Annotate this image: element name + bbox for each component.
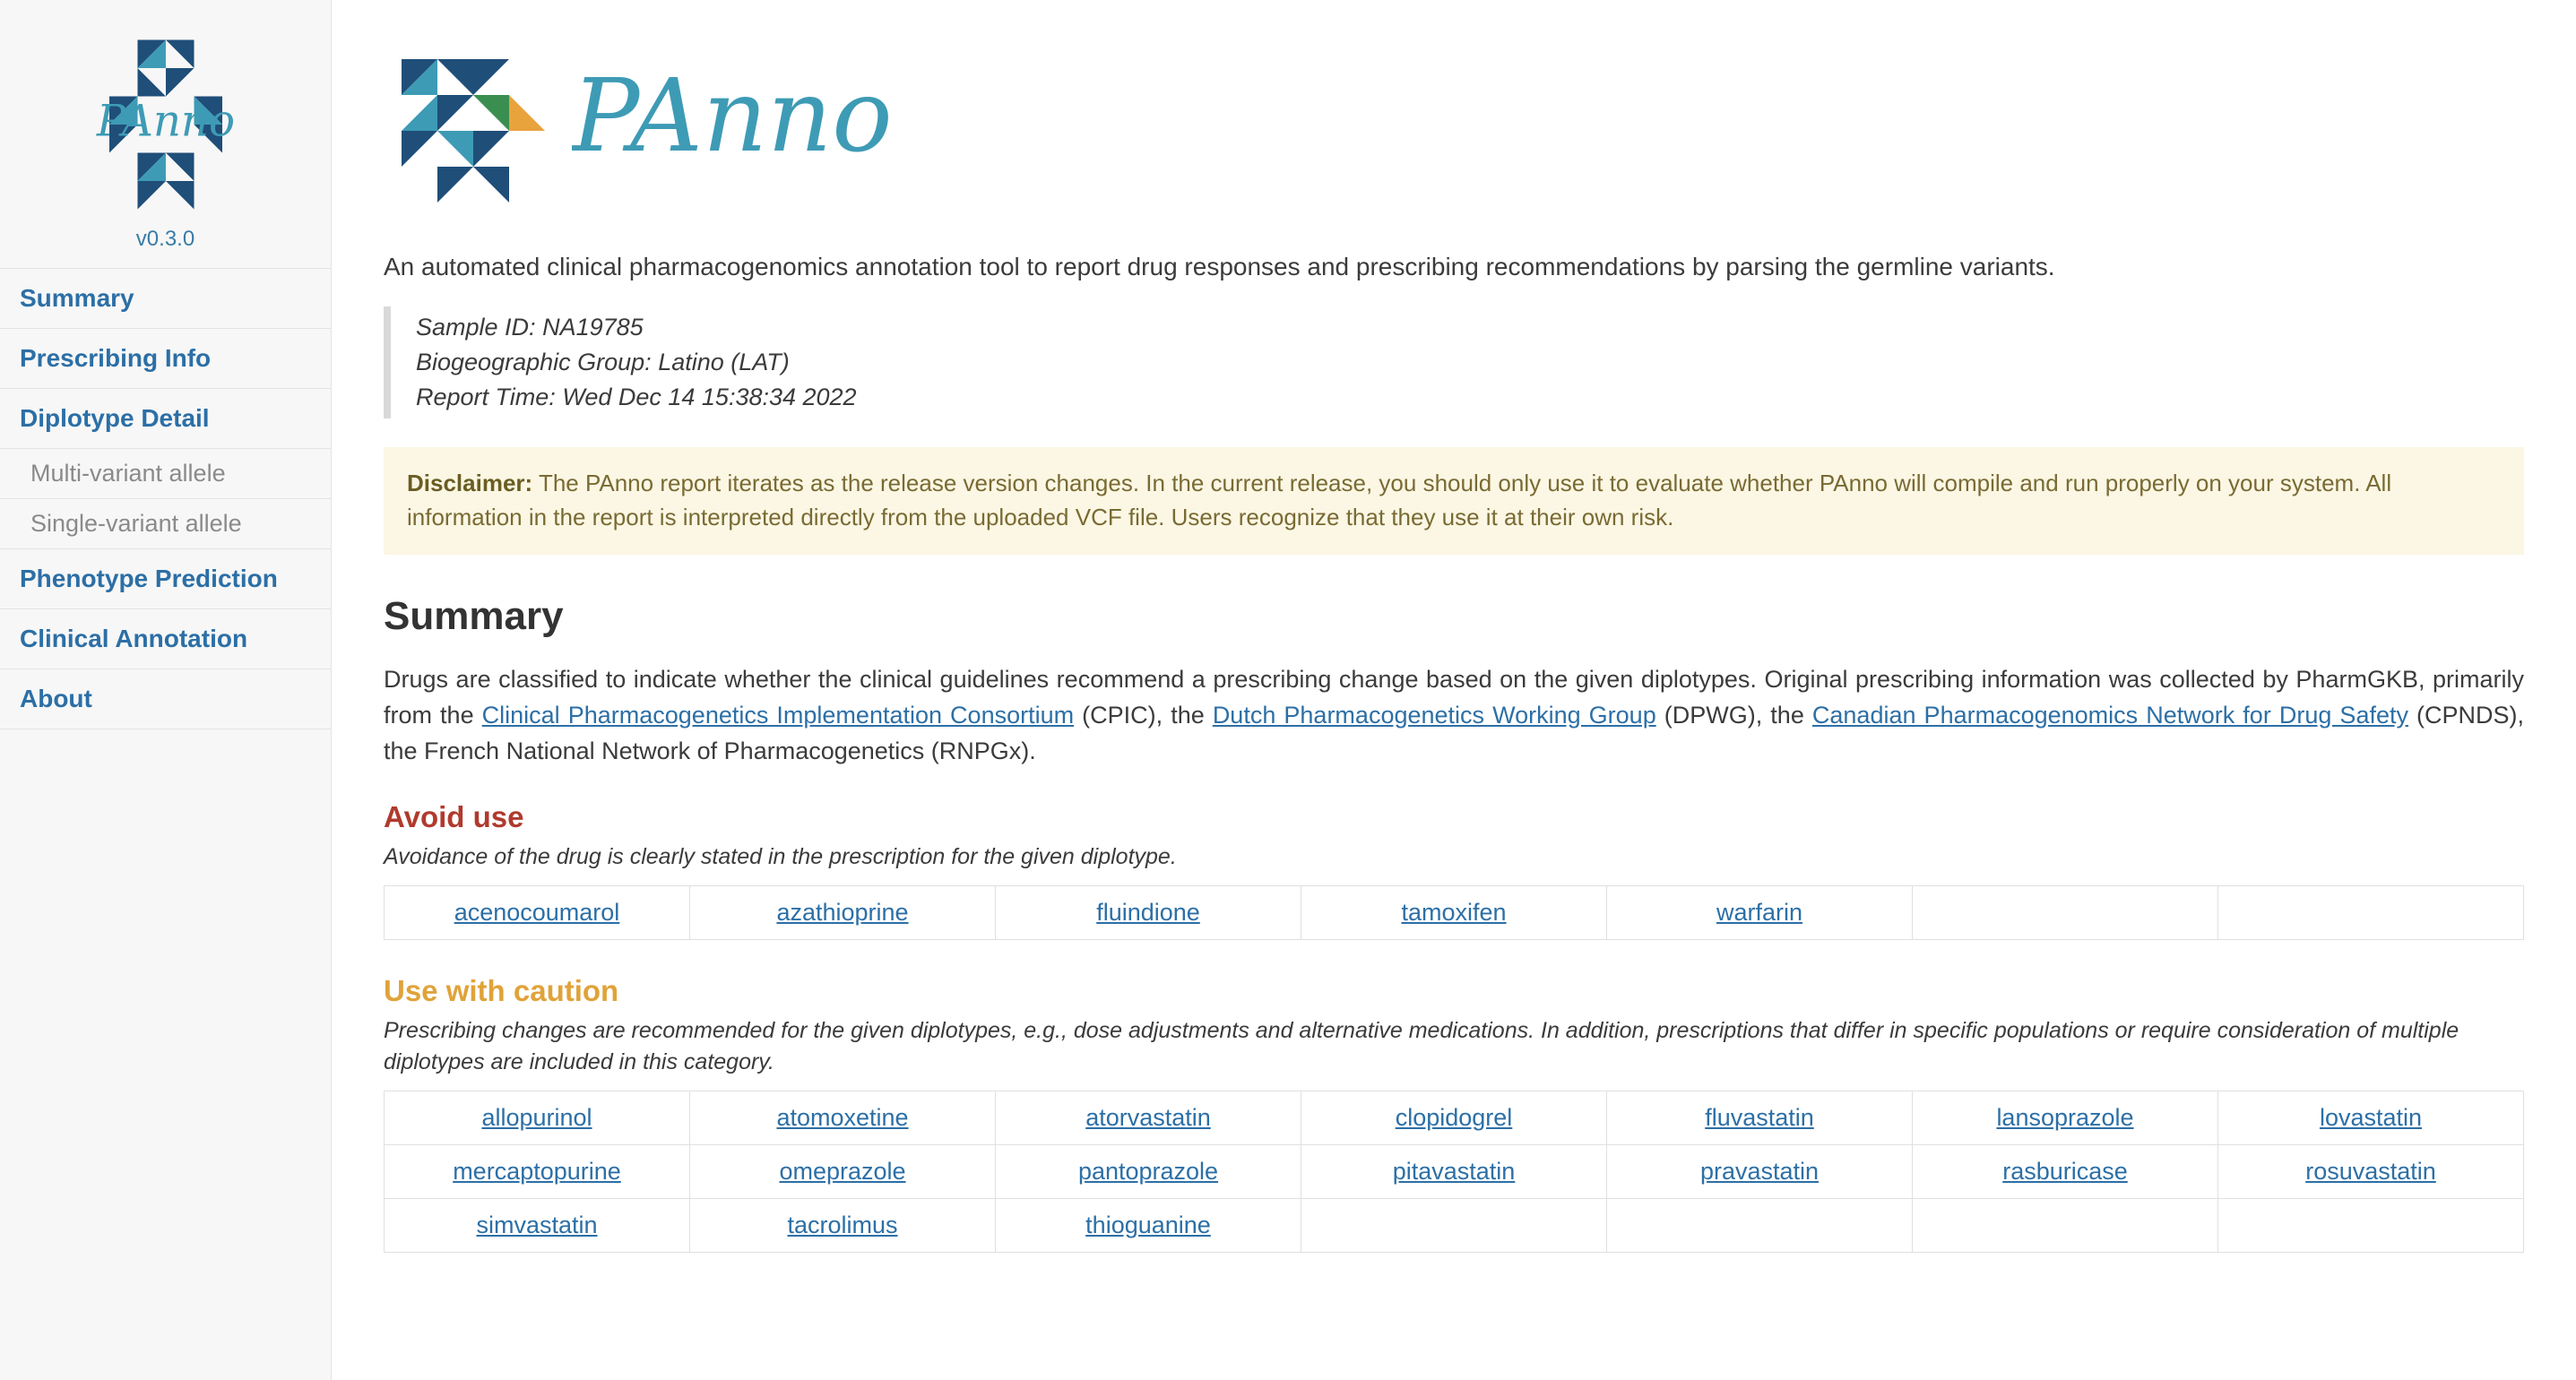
drug-table-use-with-caution-body	[385, 1091, 2524, 1252]
sidebar-item-single-variant-allele[interactable]: Single-variant allele	[0, 499, 331, 549]
drug-link[interactable]: warfarin	[1716, 898, 1803, 926]
drug-link[interactable]: mercaptopurine	[453, 1157, 621, 1185]
sample-id-label: Sample ID:	[416, 314, 536, 341]
drug-cell	[2218, 1091, 2524, 1144]
drug-link[interactable]: omeprazole	[779, 1157, 906, 1185]
sample-id-value: NA19785	[542, 314, 644, 341]
drug-table-avoid-use-body	[385, 885, 2524, 939]
brand-wordmark	[572, 50, 948, 194]
svg-text:PAnno: PAnno	[96, 96, 235, 147]
sidebar-logo-block	[0, 0, 331, 269]
drug-cell	[385, 1091, 690, 1144]
drug-link[interactable]: tacrolimus	[787, 1211, 898, 1238]
link-dpwg[interactable]: Dutch Pharmacogenetics Working Group	[1212, 701, 1656, 729]
drug-link[interactable]: lovastatin	[2319, 1103, 2423, 1131]
drug-link[interactable]: acenocoumarol	[454, 898, 620, 926]
link-cpnds[interactable]: Canadian Pharmacogenomics Network for Drug Safety	[1811, 701, 2408, 729]
drug-link[interactable]: rosuvastatin	[2305, 1157, 2436, 1185]
drug-link[interactable]: pantoprazole	[1077, 1157, 1219, 1185]
drug-cell	[1301, 1144, 1607, 1198]
drug-link[interactable]: fluindione	[1096, 898, 1200, 926]
category-title-avoid-use: Avoid use	[384, 799, 524, 833]
report-time-label: Report Time:	[416, 384, 556, 411]
drug-cell	[385, 1198, 690, 1252]
table-row	[385, 885, 2524, 939]
drug-cell	[385, 885, 690, 939]
category-desc-avoid-use: Avoidance of the drug is clearly stated in the prescription for the given diplotype.	[384, 843, 1177, 869]
drug-link[interactable]: pitavastatin	[1392, 1157, 1516, 1185]
sidebar-item-multi-variant-allele[interactable]: Multi-variant allele	[0, 449, 331, 499]
drug-cell	[1607, 1144, 1913, 1198]
drug-cell	[1913, 1144, 2218, 1198]
drug-cell	[690, 1198, 996, 1252]
intro-text: An automated clinical pharmacogenomics annotation tool to report drug responses and prescribing recommendations by parsing the germline variants.	[384, 253, 2055, 280]
drug-link[interactable]: fluvastatin	[1705, 1103, 1814, 1131]
category-title-use-with-caution: Use with caution	[384, 973, 619, 1007]
sidebar-item-clinical-annotation[interactable]: Clinical Annotation	[0, 609, 331, 669]
disclaimer-box	[384, 447, 2524, 554]
summary-text-3: (DPWG), the	[1655, 701, 1812, 729]
summary-text-4: (CPNDS), the French National Network of Pharmacogenetics (RNPGx).	[384, 701, 2525, 764]
disclaimer-label: Disclaimer:	[407, 470, 533, 497]
sidebar-item-prescribing-info[interactable]: Prescribing Info	[0, 329, 331, 389]
report-time-value: Wed Dec 14 15:38:34 2022	[562, 384, 857, 411]
drug-link[interactable]: atomoxetine	[776, 1103, 909, 1131]
main-content	[332, 0, 2576, 1380]
sample-id-row	[416, 310, 2524, 345]
drug-cell	[1301, 1091, 1607, 1144]
disclaimer-text: The PAnno report iterates as the release version changes. In the current release, you should only use it to evaluate whether PAnno will compile and run properly on your system. All information in the report is interpreted directly from the uploaded VCF file. Users recognize that they use it at their own risk.	[407, 470, 2392, 531]
drug-link[interactable]: clopidogrel	[1395, 1103, 1513, 1131]
report-time-row	[416, 380, 2524, 415]
drug-cell	[996, 1091, 1301, 1144]
drug-table-avoid-use	[384, 885, 2524, 940]
drug-link[interactable]: atorvastatin	[1085, 1103, 1211, 1131]
svg-text:PAnno: PAnno	[572, 58, 893, 175]
biogeographic-value: Latino (LAT)	[658, 349, 790, 376]
link-cpic[interactable]: Clinical Pharmacogenetics Implementation Consortium	[481, 701, 1075, 729]
drug-cell	[1607, 1091, 1913, 1144]
drug-cell	[690, 885, 996, 939]
category-desc-use-with-caution: Prescribing changes are recommended for the given diplotypes, e.g., dose adjustments and alternative medications. In addition, prescriptions that differ in specific populations or require consideration of multiple diplotypes are included in this category.	[384, 1017, 2459, 1074]
drug-link[interactable]: rasburicase	[2002, 1157, 2128, 1185]
drug-cell	[1301, 1198, 1607, 1252]
report-meta	[384, 306, 2524, 418]
table-row	[385, 1144, 2524, 1198]
drug-cell	[1913, 1198, 2218, 1252]
drug-cell	[2218, 1198, 2524, 1252]
drug-table-use-with-caution	[384, 1091, 2524, 1253]
drug-link[interactable]: simvastatin	[476, 1211, 598, 1238]
brand-header	[384, 32, 2524, 211]
drug-link[interactable]: tamoxifen	[1401, 898, 1507, 926]
drug-cell	[1301, 885, 1607, 939]
drug-link[interactable]: lansoprazole	[1996, 1103, 2134, 1131]
drug-cell	[2218, 1144, 2524, 1198]
drug-link[interactable]: thioguanine	[1085, 1211, 1211, 1238]
drug-cell	[1913, 885, 2218, 939]
version-label: v0.3.0	[135, 227, 195, 251]
sidebar	[0, 0, 332, 1380]
biogeographic-row	[416, 345, 2524, 380]
drug-cell	[996, 885, 1301, 939]
sidebar-item-about[interactable]: About	[0, 669, 331, 729]
sidebar-item-phenotype-prediction[interactable]: Phenotype Prediction	[0, 549, 331, 609]
sidebar-item-summary[interactable]: Summary	[0, 269, 331, 329]
drug-cell	[1607, 885, 1913, 939]
drug-link[interactable]: allopurinol	[481, 1103, 592, 1131]
summary-text-1: Drugs are classified to indicate whether the clinical guidelines recommend a prescribing change based on the given diplotypes. Original prescribing information was collected by PharmGKB, primarily from the	[384, 665, 2524, 729]
drug-cell	[996, 1144, 1301, 1198]
sidebar-item-diplotype-detail[interactable]: Diplotype Detail	[0, 389, 331, 449]
drug-cell	[996, 1198, 1301, 1252]
drug-cell	[2218, 885, 2524, 939]
drug-cell	[1607, 1198, 1913, 1252]
panno-logo-icon	[72, 30, 260, 219]
table-row	[385, 1198, 2524, 1252]
drug-cell	[385, 1144, 690, 1198]
drug-link[interactable]: azathioprine	[776, 898, 909, 926]
panno-brand-icon	[384, 32, 563, 211]
summary-text-2: (CPIC), the	[1074, 701, 1213, 729]
drug-cell	[690, 1091, 996, 1144]
biogeographic-label: Biogeographic Group:	[416, 349, 652, 376]
drug-cell	[690, 1144, 996, 1198]
table-row	[385, 1091, 2524, 1144]
drug-cell	[1913, 1091, 2218, 1144]
drug-link[interactable]: pravastatin	[1699, 1157, 1820, 1185]
summary-paragraph	[384, 662, 2524, 770]
page-title: Summary	[384, 593, 564, 638]
